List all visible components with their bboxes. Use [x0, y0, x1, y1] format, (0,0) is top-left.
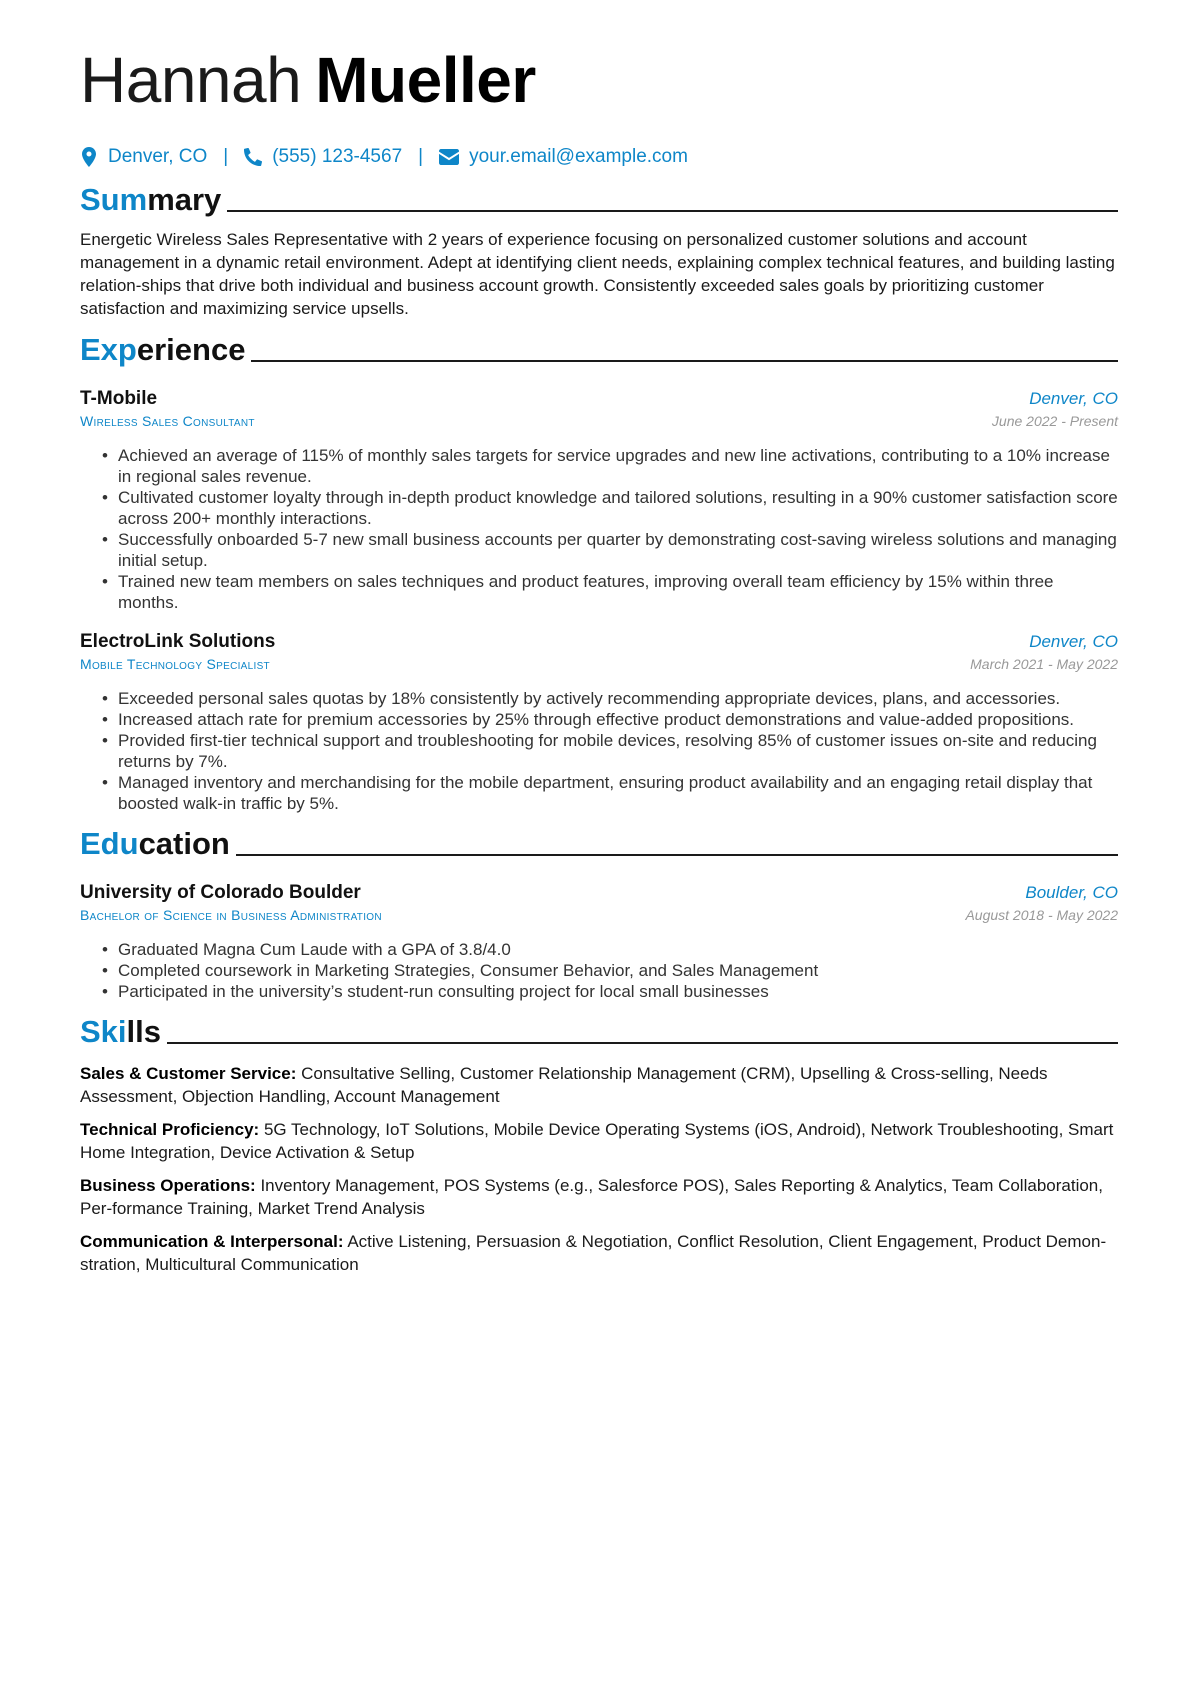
school-location: Boulder, CO: [1025, 883, 1118, 902]
envelope-icon: [439, 149, 459, 165]
skill-group: [80, 1230, 1118, 1276]
job-title: Mobile Technology Specialist: [80, 656, 270, 672]
skill-list: Consultative Selling, Customer Relationship Management (CRM), Upselling & Cross-selling, Needs Assessment, Objection Handling, Account Management: [80, 1064, 1048, 1106]
skill-group: [80, 1062, 1118, 1108]
contact-bar: [80, 144, 1118, 170]
bullet-item: • Successfully onboarded 5-7 new small business accounts per quarter by demonstrating cost-saving wireless solutions and managing initial setup.: [102, 529, 1118, 571]
education-entry: [80, 880, 1118, 1002]
phone-text: (555) 123-4567: [272, 146, 403, 167]
job-bullets: [80, 445, 1118, 613]
email-link[interactable]: your.email@example.com: [469, 146, 688, 167]
job-dates: June 2022 - Present: [991, 413, 1118, 429]
bullet-item: • Exceeded personal sales quotas by 18% consistently by actively recommending appropriate devices, plans, and accessories.: [102, 688, 1118, 709]
contact-email[interactable]: [439, 146, 688, 168]
education-dates: August 2018 - May 2022: [965, 907, 1118, 923]
education-heading: [80, 824, 1118, 864]
bullet-item: • Cultivated customer loyalty through in-depth product knowledge and tailored solutions, resulting in a 90% customer satisfaction score across 200+ monthly interactions.: [102, 487, 1118, 529]
contact-phone[interactable]: [244, 146, 402, 168]
company-name: T-Mobile: [80, 388, 158, 409]
skills-heading: [80, 1012, 1118, 1052]
first-name: Hannah: [80, 44, 302, 116]
skill-list: Active Listening, Persuasion & Negotiation, Conflict Resolution, Client Engagement, Product Demon-stration, Multicultural Communication: [80, 1232, 1107, 1274]
last-name: Mueller: [315, 44, 536, 116]
section-divider: [251, 360, 1118, 362]
bullet-item: • Achieved an average of 115% of monthly sales targets for service upgrades and new line activations, contributing to a 10% increase in regional sales revenue.: [102, 445, 1118, 487]
job-title: Wireless Sales Consultant: [80, 413, 255, 429]
resume-content: [80, 36, 1118, 1276]
bullet-item: • Participated in the university’s student-run consulting project for local small businesses: [102, 981, 1118, 1002]
school-name: University of Colorado Boulder: [80, 882, 361, 903]
section-divider: [227, 210, 1118, 212]
job-entry: [80, 386, 1118, 613]
job-location: Denver, CO: [1029, 632, 1118, 651]
education-bullets: [80, 939, 1118, 1002]
contact-separator: |: [223, 146, 229, 167]
bullet-item: • Managed inventory and merchandising for the mobile department, ensuring product availability and an engaging retail display that boosted walk-in traffic by 5%.: [102, 772, 1118, 814]
section-divider: [236, 854, 1118, 856]
contact-location: [80, 146, 207, 168]
experience-title: Experience: [80, 332, 246, 367]
skill-group: [80, 1118, 1118, 1164]
contact-separator: |: [418, 146, 424, 167]
company-name: ElectroLink Solutions: [80, 631, 276, 652]
bullet-item: • Increased attach rate for premium accessories by 25% through effective product demonstrations and value-added propositions.: [102, 709, 1118, 730]
skill-list: 5G Technology, IoT Solutions, Mobile Device Operating Systems (iOS, Android), Network Troubleshooting, Smart Home Integration, Device Activation & Setup: [80, 1120, 1114, 1162]
skill-label: Technical Proficiency:: [80, 1120, 260, 1139]
job-location: Denver, CO: [1029, 389, 1118, 408]
skill-list: Inventory Management, POS Systems (e.g., Salesforce POS), Sales Reporting & Analytics, Team Collaboration, Per-formance Training, Market Trend Analysis: [80, 1176, 1103, 1218]
location-text: Denver, CO: [108, 146, 208, 167]
skill-label: Business Operations:: [80, 1176, 256, 1195]
bullet-item: • Provided first-tier technical support and troubleshooting for mobile devices, resolving 85% of customer issues on-site and reducing returns by 7%.: [102, 730, 1118, 772]
skill-label: Sales & Customer Service:: [80, 1064, 297, 1083]
degree-title: Bachelor of Science in Business Administration: [80, 907, 382, 923]
map-marker-icon: [80, 147, 98, 167]
section-divider: [167, 1042, 1118, 1044]
job-entry: [80, 629, 1118, 814]
bullet-item: • Completed coursework in Marketing Strategies, Consumer Behavior, and Sales Management: [102, 960, 1118, 981]
skill-group: [80, 1174, 1118, 1220]
candidate-name: [80, 36, 1118, 124]
job-bullets: [80, 688, 1118, 814]
summary-heading: [80, 180, 1118, 220]
education-title: Education: [80, 826, 230, 861]
job-dates: March 2021 - May 2022: [970, 656, 1118, 672]
skill-label: Communication & Interpersonal:: [80, 1232, 344, 1251]
bullet-item: • Graduated Magna Cum Laude with a GPA of 3.8/4.0: [102, 939, 1118, 960]
skills-title: Skills: [80, 1014, 161, 1049]
summary-text: Energetic Wireless Sales Representative with 2 years of experience focusing on personalized customer solutions and account management in a dynamic retail environment. Adept at identifying client needs, explaining complex technical features, and building lasting relation-ships that drive both individual and business account growth. Consistently exceeded sales goals by prioritizing customer satisfaction and maximizing service upsells.: [80, 230, 1115, 318]
experience-heading: [80, 330, 1118, 370]
bullet-item: • Trained new team members on sales techniques and product features, improving overall team efficiency by 15% within three months.: [102, 571, 1118, 613]
summary-title: Summary: [80, 182, 222, 217]
phone-icon: [244, 147, 262, 167]
